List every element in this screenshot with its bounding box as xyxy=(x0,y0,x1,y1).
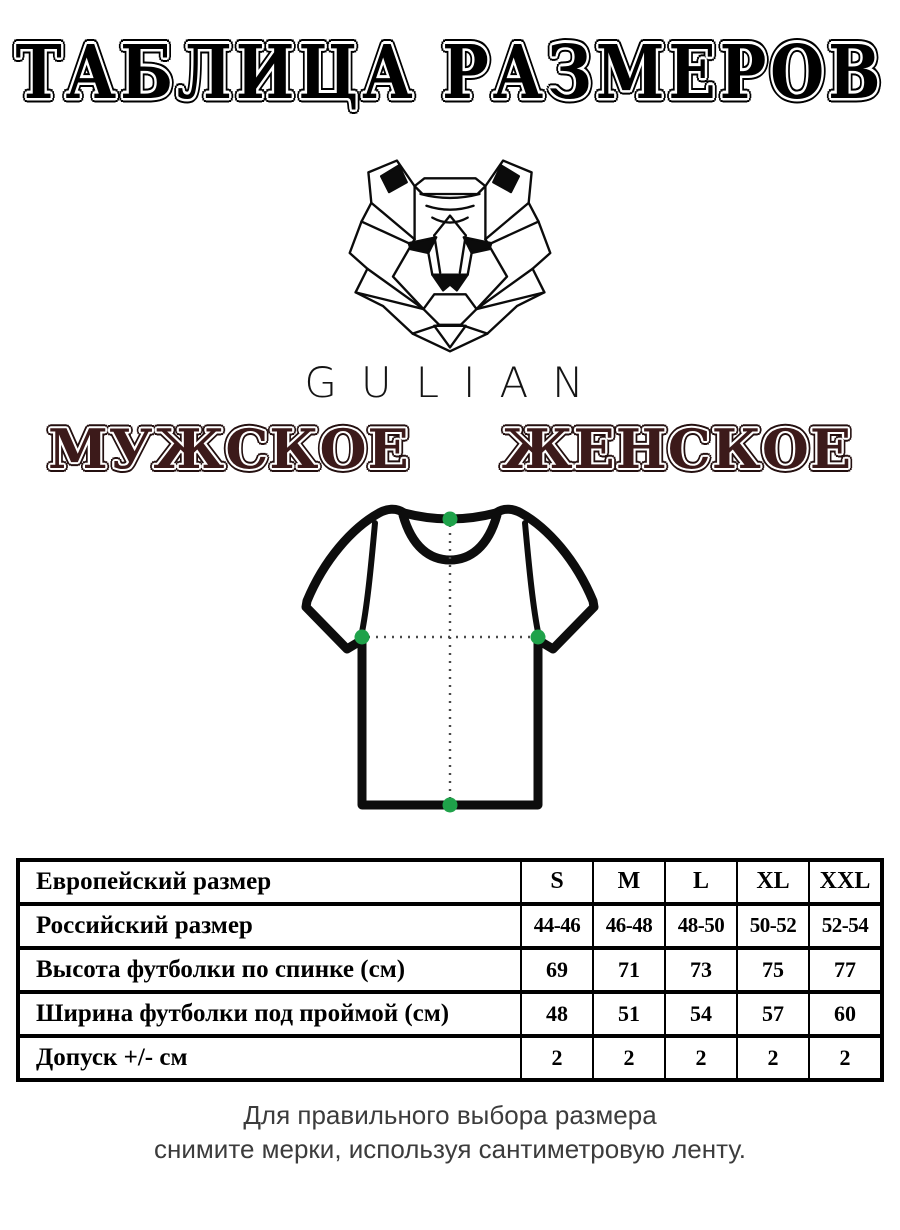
brand-wordmark: GULIAN xyxy=(304,357,608,407)
row-label: Высота футболки по спинке (см) xyxy=(18,948,521,992)
table-cell: 48 xyxy=(521,992,593,1036)
marker-dot-top xyxy=(443,511,458,526)
table-cell: 71 xyxy=(593,948,665,992)
table-cell: 2 xyxy=(665,1036,737,1080)
table-cell: 2 xyxy=(593,1036,665,1080)
footer-note xyxy=(0,1098,900,1167)
tshirt-measurement-diagram xyxy=(0,497,900,832)
category-mens-label: МУЖСКОЕ xyxy=(47,416,410,481)
table-cell: 73 xyxy=(665,948,737,992)
tshirt-diagram-icon xyxy=(300,497,600,827)
marker-dot-left xyxy=(355,629,370,644)
marker-dot-right xyxy=(531,629,546,644)
category-womens-label: ЖЕНСКОЕ xyxy=(501,416,853,481)
row-label: Европейский размер xyxy=(18,860,521,904)
table-cell: S xyxy=(521,860,593,904)
table-cell: XXL xyxy=(809,860,882,904)
table-cell: 50-52 xyxy=(737,904,809,948)
table-row-width xyxy=(18,992,882,1036)
table-cell: XL xyxy=(737,860,809,904)
table-cell: 54 xyxy=(665,992,737,1036)
tiger-head-icon xyxy=(332,148,568,358)
row-label: Ширина футболки под проймой (см) xyxy=(18,992,521,1036)
table-cell: M xyxy=(593,860,665,904)
table-cell: 44-46 xyxy=(521,904,593,948)
table-cell: 69 xyxy=(521,948,593,992)
table-cell: 52-54 xyxy=(809,904,882,948)
marker-dot-bottom xyxy=(443,797,458,812)
table-cell: 2 xyxy=(737,1036,809,1080)
table-cell: 57 xyxy=(737,992,809,1036)
table-row-tolerance xyxy=(18,1036,882,1080)
size-chart-page xyxy=(0,30,900,1230)
tiger-eye-right xyxy=(464,237,492,253)
footer-line-2: снимите мерки, используя сантиметровую ленту. xyxy=(154,1134,746,1165)
brand-logo-block xyxy=(0,148,900,407)
table-cell: 46-48 xyxy=(593,904,665,948)
tiger-outline xyxy=(350,160,551,351)
tiger-eye-left xyxy=(409,237,437,253)
table-cell: 2 xyxy=(521,1036,593,1080)
table-cell: 51 xyxy=(593,992,665,1036)
table-cell: 60 xyxy=(809,992,882,1036)
footer-line-1: Для правильного выбора размера xyxy=(243,1099,657,1130)
table-cell: 75 xyxy=(737,948,809,992)
row-label: Российский размер xyxy=(18,904,521,948)
table-cell: 2 xyxy=(809,1036,882,1080)
size-table xyxy=(16,858,884,1082)
table-row-russian-size xyxy=(18,904,882,948)
table-row-height xyxy=(18,948,882,992)
tiger-nose xyxy=(432,275,467,291)
category-labels xyxy=(0,417,900,481)
table-cell: 77 xyxy=(809,948,882,992)
tshirt-outline xyxy=(306,509,594,805)
table-row-european-size xyxy=(18,860,882,904)
table-cell: 48-50 xyxy=(665,904,737,948)
table-cell: L xyxy=(665,860,737,904)
page-title: ТАБЛИЦА РАЗМЕРОВ xyxy=(15,30,885,117)
row-label: Допуск +/- см xyxy=(18,1036,521,1080)
